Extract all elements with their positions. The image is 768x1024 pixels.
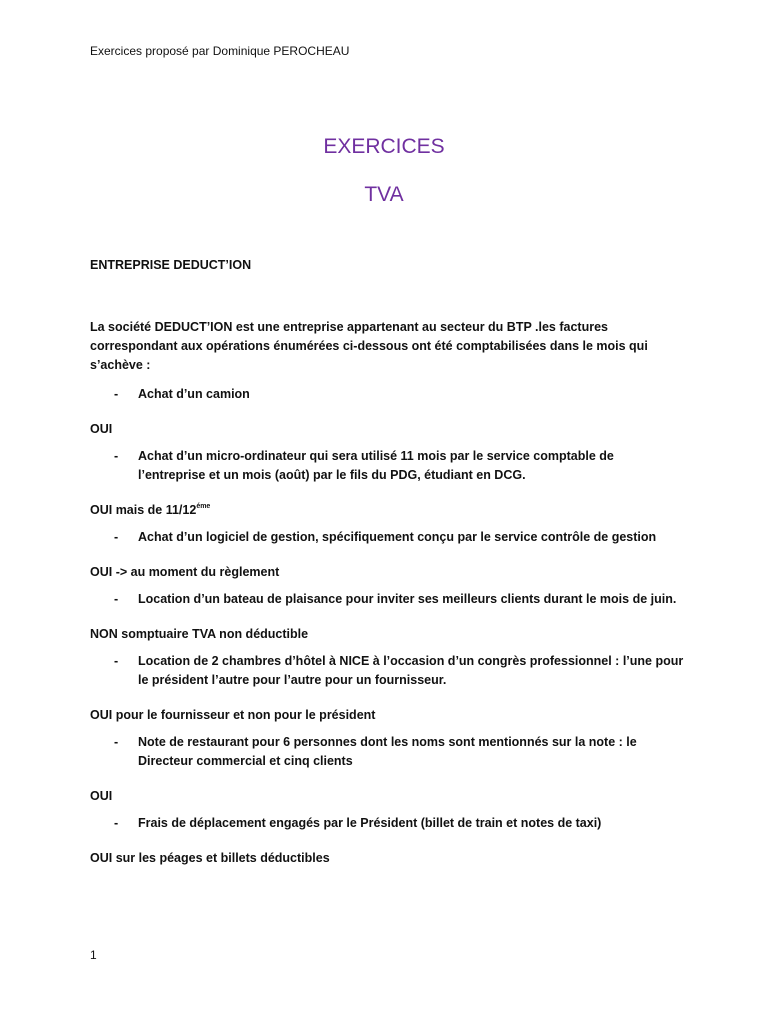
question-item xyxy=(114,447,684,485)
question-text: Achat d’un micro-ordinateur qui sera utilisé 11 mois par le service comptable de l’entreprise et un mois (août) par le fils du PDG, étudiant en DCG. xyxy=(138,449,614,482)
list-bullet: - xyxy=(114,735,119,749)
intro-suffix: est une entreprise appartenant au secteur du BTP .les factures correspondant aux opérations énumérées ci-dessous ont été comptabilisées dans le mois qui s’achève : xyxy=(90,320,648,372)
document-title: EXERCICES xyxy=(323,135,445,158)
list-bullet: - xyxy=(114,387,119,401)
list-bullet: - xyxy=(114,654,119,668)
list-bullet: - xyxy=(114,592,119,606)
question-text: Location d’un bateau de plaisance pour inviter ses meilleurs clients durant le mois de juin. xyxy=(138,592,677,606)
answer-text: OUI pour le fournisseur et non pour le président xyxy=(90,708,376,722)
question-item xyxy=(114,385,684,404)
question-text: Frais de déplacement engagés par le Président (billet de train et notes de taxi) xyxy=(138,816,602,830)
running-header: Exercices proposé par Dominique PEROCHEAU xyxy=(90,44,350,58)
question-item xyxy=(114,590,684,609)
answer-superscript: éme xyxy=(196,503,211,510)
answer-text: OUI mais de $11/12^{éme}$ xyxy=(90,503,211,517)
intro-paragraph xyxy=(90,318,680,375)
question-item xyxy=(114,814,684,833)
question-text: Achat d’un camion xyxy=(138,387,250,401)
document-subtitle: TVA xyxy=(364,183,404,206)
answer-text: OUI sur les péages et billets déductibles xyxy=(90,851,330,865)
intro-prefix: La société xyxy=(90,320,155,334)
answer-text: OUI xyxy=(90,422,113,436)
answer-text: OUI -> au moment du règlement xyxy=(90,565,280,579)
answer-text: NON somptuaire TVA non déductible xyxy=(90,627,309,641)
question-text: Note de restaurant pour 6 personnes dont les noms sont mentionnés sur la note : le Directeur commercial et cinq clients xyxy=(138,735,637,768)
page-number: 1 xyxy=(90,948,97,962)
answer-text: OUI xyxy=(90,789,113,803)
question-text: Achat d’un logiciel de gestion, spécifiquement conçu par le service contrôle de gestion xyxy=(138,530,657,544)
intro-company-name: DEDUCT’ION xyxy=(154,320,233,334)
question-text: Location de 2 chambres d’hôtel à NICE à l’occasion d’un congrès professionnel : l’une pour le président l’autre pour l’autre pour un fournisseur. xyxy=(138,654,684,687)
question-item xyxy=(114,528,684,547)
company-heading: ENTREPRISE DEDUCT’ION xyxy=(90,258,252,272)
list-bullet: - xyxy=(114,816,119,830)
question-item xyxy=(114,733,684,771)
question-item xyxy=(114,652,684,690)
list-bullet: - xyxy=(114,449,119,463)
list-bullet: - xyxy=(114,530,119,544)
